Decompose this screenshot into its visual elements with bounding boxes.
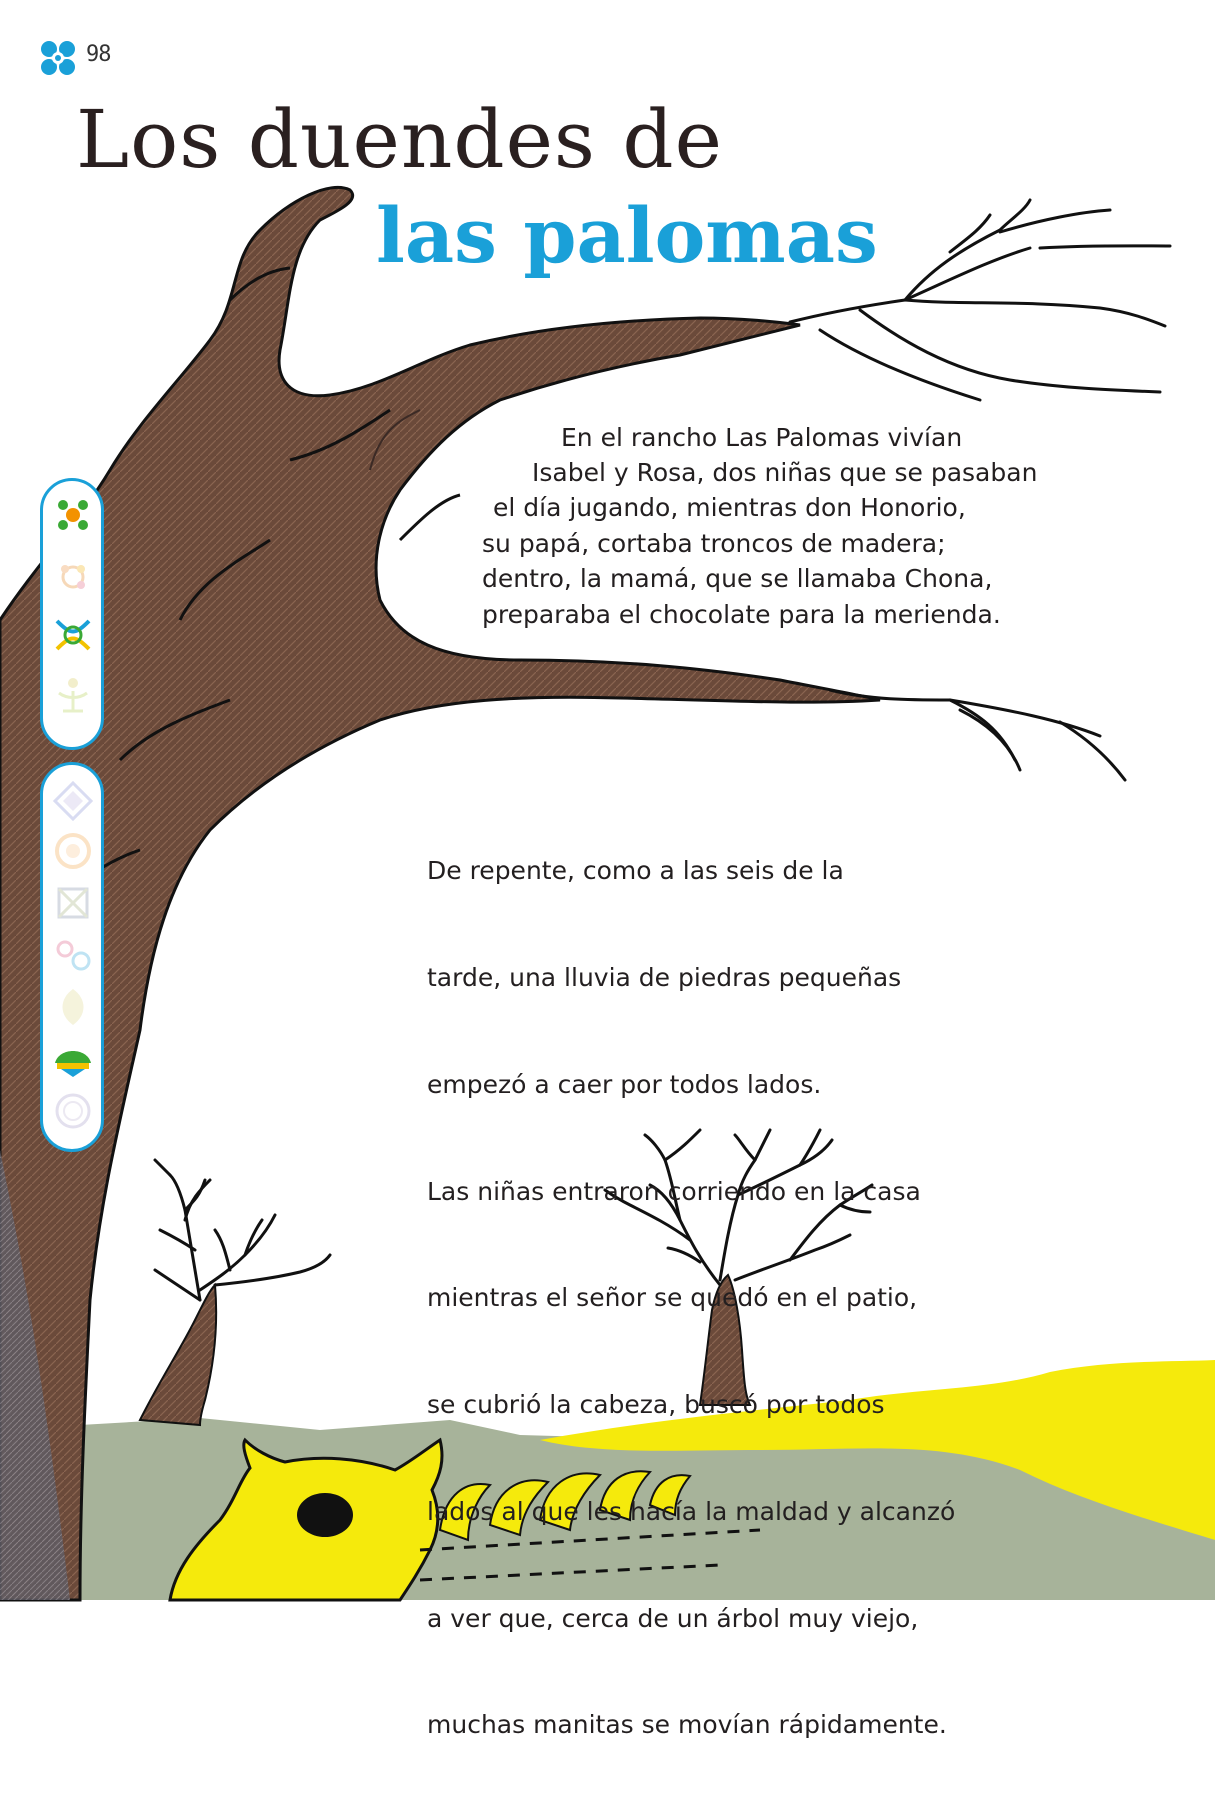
- section-tab-group-bottom[interactable]: [40, 762, 104, 1152]
- paragraph-1-line: su papá, cortaba troncos de madera;: [482, 529, 946, 558]
- section-cross-icon[interactable]: [51, 881, 95, 925]
- section-spiral-icon[interactable]: [51, 829, 95, 873]
- paragraph-1-line: el día jugando, mientras don Honorio,: [493, 493, 966, 522]
- small-tree-left: [140, 1285, 216, 1425]
- paragraph-1-line: dentro, la mamá, que se llamaba Chona,: [482, 564, 993, 593]
- paragraph-1-line: En el rancho Las Palomas vivían: [561, 423, 963, 452]
- paragraph-2-line: a ver que, cerca de un árbol muy viejo,: [427, 1603, 919, 1633]
- section-knot-icon[interactable]: [51, 613, 95, 657]
- flower-logo-icon: [40, 40, 76, 76]
- title-line-1: Los duendes de: [76, 93, 723, 186]
- section-tab-group-top[interactable]: [40, 478, 104, 750]
- section-leaf-icon[interactable]: [51, 985, 95, 1029]
- section-loops-icon[interactable]: [51, 933, 95, 977]
- paragraph-2-line: mientras el señor se quedó en el patio,: [427, 1283, 918, 1313]
- paragraph-1-line: preparaba el chocolate para la merienda.: [482, 600, 1001, 629]
- paragraph-2-line: muchas manitas se movían rápidamente.: [427, 1710, 947, 1740]
- section-circle-icon[interactable]: [51, 1089, 95, 1133]
- section-figure-icon[interactable]: [51, 673, 95, 717]
- paragraph-1-line: Isabel y Rosa, dos niñas que se pasaban: [532, 458, 1038, 487]
- title-line-2: las palomas: [376, 191, 878, 280]
- section-flower-icon[interactable]: [51, 493, 95, 537]
- section-turtle-icon[interactable]: [51, 1037, 95, 1081]
- section-diamond-icon[interactable]: [51, 779, 95, 823]
- page-number: 98: [86, 42, 111, 67]
- section-sun-icon[interactable]: [51, 555, 95, 599]
- paragraph-2: [427, 782, 955, 1814]
- paragraph-2-line: empezó a caer por todos lados.: [427, 1069, 822, 1099]
- paragraph-2-line: tarde, una lluvia de piedras pequeñas: [427, 962, 902, 992]
- paragraph-2-line: lados al que les hacía la maldad y alcanzó: [427, 1496, 956, 1526]
- paragraph-2-line: se cubrió la cabeza, buscó por todos: [427, 1390, 885, 1420]
- paragraph-2-line: Las niñas entraron corriendo en la casa: [427, 1176, 921, 1206]
- paragraph-2-line: De repente, como a las seis de la: [427, 856, 844, 886]
